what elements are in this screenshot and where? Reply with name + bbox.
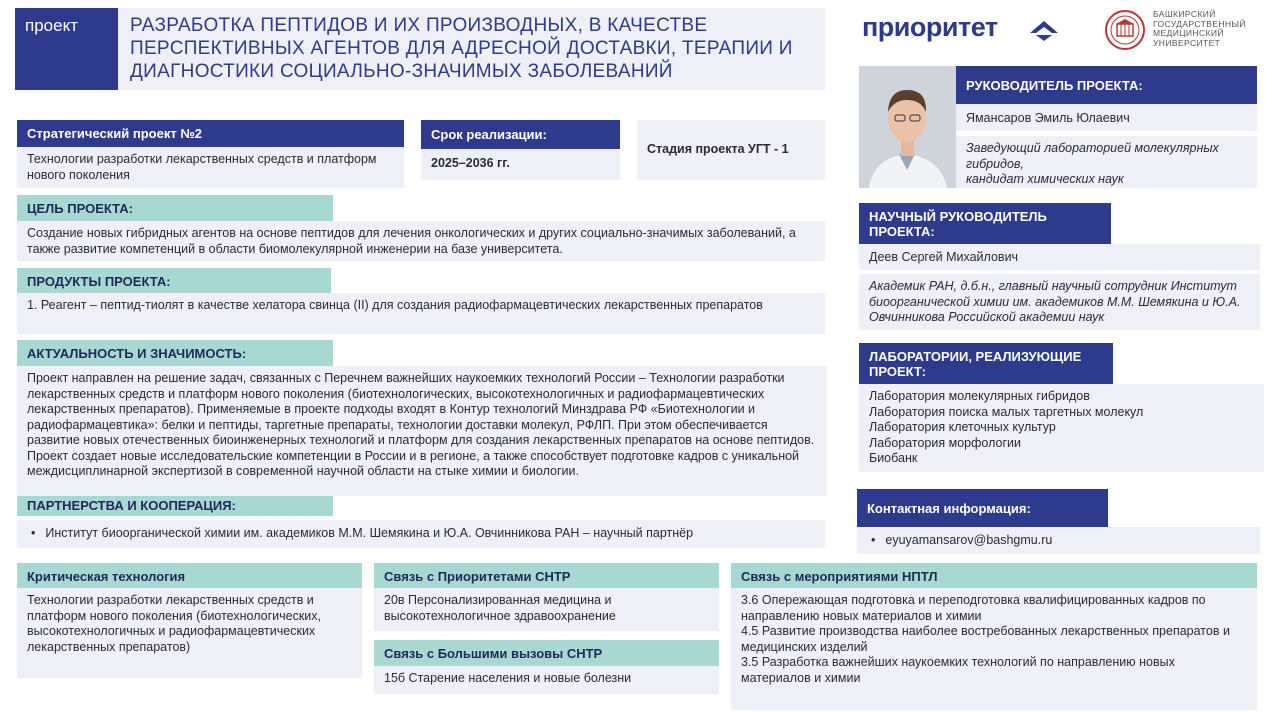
event-item: 3.6 Опережающая подготовка и переподготовка квалифицированных кадров по направлению новых материалов и химии <box>741 593 1206 623</box>
events-list <box>731 588 1257 710</box>
university-line: УНИВЕРСИТЕТ <box>1153 37 1221 48</box>
lab-item: Лаборатория молекулярных гибридов <box>869 389 1090 403</box>
contact-email-text[interactable]: eyuyamansarov@bashgmu.ru <box>885 533 1053 547</box>
leader-header-text: РУКОВОДИТЕЛЬ ПРОЕКТА: <box>966 78 1143 93</box>
university-name <box>1153 10 1258 48</box>
challenges-header-text: Связь с Большими вызовы СНТР <box>384 646 603 661</box>
term-value-text: 2025–2036 гг. <box>431 156 510 170</box>
sci-leader-header <box>859 203 1111 244</box>
priorities-body: 20в Персонализированная медицина и высокотехнологичное здравоохранение <box>384 593 616 623</box>
events-header <box>731 563 1257 588</box>
contacts-header-text: Контактная информация: <box>867 501 1031 516</box>
goal-header-text: ЦЕЛЬ ПРОЕКТА: <box>27 201 133 216</box>
event-item: 4.5 Развитие производства наиболее востребованных лекарственных препаратов и медицинских изделий <box>741 624 1230 654</box>
relevance-paragraph: Проект создает новые исследовательские компетенции в России и в регионе, а также способствует подготовке кадров с уникальной междисциплинарной экспертизой в современной научной области на стыке химии и биологии. <box>27 448 800 478</box>
event-item: 3.5 Разработка важнейших наукоемких технологий по направлению новых материалов и химии <box>741 655 1175 685</box>
products-header <box>17 268 331 293</box>
challenges-body: 15б Старение населения и новые болезни <box>384 671 632 685</box>
partners-header-text: ПАРТНЕРСТВА И КООПЕРАЦИЯ: <box>27 498 236 513</box>
partners-list <box>17 520 825 548</box>
products-header-text: ПРОДУКТЫ ПРОЕКТА: <box>27 274 171 289</box>
contacts-list <box>857 527 1260 554</box>
critical-tech-text <box>17 588 362 678</box>
leader-header <box>956 66 1257 104</box>
challenges-header <box>374 640 719 666</box>
priority-logo <box>862 12 1062 48</box>
leader-role <box>956 136 1257 188</box>
labs-header-text: ЛАБОРАТОРИИ, РЕАЛИЗУЮЩИЕ ПРОЕКТ: <box>869 349 1082 379</box>
priority-logo-icon <box>1030 21 1058 41</box>
leader-name <box>956 104 1257 131</box>
project-tag-label: проект <box>25 16 78 35</box>
goal-body: Создание новых гибридных агентов на основе пептидов для лечения онкологических и других социально-значимых заболеваний, а также развитие компетенций в области биомолекулярной инженерии на базе университета. <box>27 226 796 256</box>
lab-item: Лаборатория клеточных культур <box>869 420 1056 434</box>
title-line: ПЕРСПЕКТИВНЫХ АГЕНТОВ ДЛЯ АДРЕСНОЙ ДОСТАВКИ, ТЕРАПИИ И <box>130 38 793 59</box>
strategic-project-header <box>17 120 404 147</box>
critical-tech-header <box>17 563 362 588</box>
priority-logo-text: приоритет <box>862 12 998 42</box>
strategic-project-header-text: Стратегический проект №2 <box>27 126 203 141</box>
relevance-text <box>17 366 827 496</box>
university-line: МЕДИЦИНСКИЙ <box>1153 28 1224 38</box>
title-line: РАЗРАБОТКА ПЕПТИДОВ И ИХ ПРОИЗВОДНЫХ, В КАЧЕСТВЕ <box>130 15 708 36</box>
term-value <box>421 149 620 180</box>
sci-leader-role <box>859 274 1260 330</box>
priorities-text <box>374 588 719 631</box>
strategic-project-text <box>17 147 404 188</box>
project-stage <box>637 120 825 180</box>
labs-header <box>859 343 1113 384</box>
relevance-paragraph: Проект направлен на решение задач, связанных с Перечнем важнейших наукоемких технологий России – Технологии разработки лекарственных средств и платформ нового поколения (биотехнологических, высокотехнологичных и радиофармацевтических лекарственных препаратов). Применяемые в проекте подходы входят в Контур технологий Минздрава РФ «Биотехнологии и радиофармацевтика»: белки и пептиды, таргетные препараты, технологии доставки молекул, РФЛП. При этом обеспечивается развитие новых отечественных биоинженерных технологий и платформ для создания лекарственных препаратов на основе пептидов. <box>27 371 815 447</box>
partner-item: • Институт биоорганической химии им. академиков М.М. Шемякина и Ю.А. Овчинникова РАН – научный партнёр <box>31 526 815 542</box>
critical-tech-body: Технологии разработки лекарственных средств и платформ нового поколения (биотехнологических, высокотехнологичных и радиофармацевтических лекарственных препаратов) <box>27 593 322 654</box>
title-line: ДИАГНОСТИКИ СОЦИАЛЬНО-ЗНАЧИМЫХ ЗАБОЛЕВАНИЙ <box>130 61 673 82</box>
contacts-header <box>857 489 1108 527</box>
relevance-header <box>17 340 333 366</box>
sci-leader-name <box>859 244 1260 270</box>
lab-item: Лаборатория поиска малых таргетных молекул <box>869 404 1144 419</box>
university-line: БАШКИРСКИЙ <box>1153 9 1216 19</box>
products-body: 1. Реагент – пептид-тиолят в качестве хелатора свинца (II) для создания радиофармацевтических лекарственных препаратов <box>27 298 763 312</box>
critical-tech-header-text: Критическая технология <box>27 569 186 584</box>
lab-item: Биобанк <box>869 451 918 465</box>
products-text <box>17 293 825 334</box>
goal-text <box>17 221 825 261</box>
person-photo-icon <box>859 66 956 188</box>
university-line: ГОСУДАРСТВЕННЫЙ <box>1153 18 1246 29</box>
strategic-project-body: Технологии разработки лекарственных средств и платформ нового поколения <box>27 152 377 182</box>
term-header <box>421 120 620 149</box>
challenges-text <box>374 666 719 694</box>
project-title <box>118 8 825 90</box>
contact-email-link[interactable] <box>871 533 1250 549</box>
sci-leader-role-text: Академик РАН, д.б.н., главный научный сотрудник Институт биоорганической химии им. академиков М.М. Шемякина и Ю.А. Овчинникова Российской академии наук <box>869 279 1241 324</box>
priorities-header-text: Связь с Приоритетами СНТР <box>384 569 571 584</box>
lab-item: Лаборатория морфологии <box>869 435 1021 450</box>
relevance-header-text: АКТУАЛЬНОСТЬ И ЗНАЧИМОСТЬ: <box>27 346 247 361</box>
leader-role-line: Заведующий лабораторией молекулярных гибридов, <box>966 141 1219 171</box>
labs-list <box>859 384 1264 472</box>
leader-name-text: Ямансаров Эмиль Юлаевич <box>966 111 1130 125</box>
partners-header <box>17 496 333 516</box>
sci-leader-header-text: НАУЧНЫЙ РУКОВОДИТЕЛЬ ПРОЕКТА: <box>869 209 1047 239</box>
leader-photo <box>859 66 956 188</box>
goal-header <box>17 195 333 221</box>
leader-role-line: кандидат химических наук <box>966 172 1124 186</box>
sci-leader-name-text: Деев Сергей Михайлович <box>869 250 1019 264</box>
priorities-header <box>374 563 719 588</box>
events-header-text: Связь с мероприятиями НПТЛ <box>741 569 938 584</box>
university-emblem-icon <box>1105 8 1145 52</box>
project-stage-text: Стадия проекта УГТ - 1 <box>647 142 789 156</box>
term-header-text: Срок реализации: <box>431 127 547 142</box>
project-tag <box>15 8 118 90</box>
